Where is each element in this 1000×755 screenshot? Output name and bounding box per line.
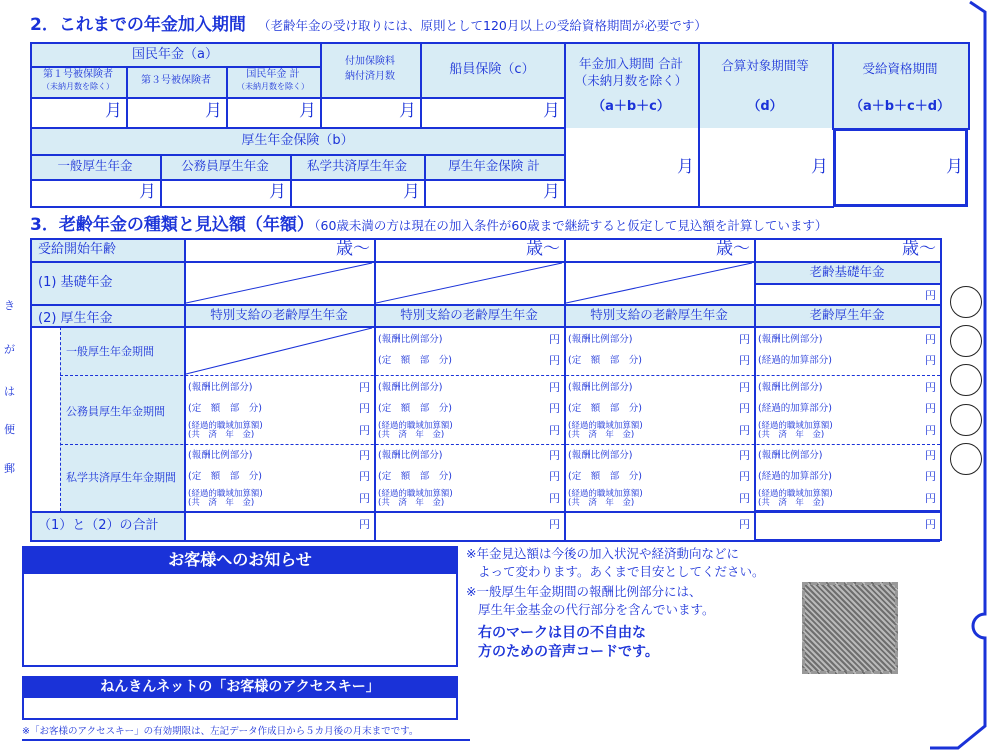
punch-hole-icon — [950, 325, 982, 357]
yen-unit: 円 — [359, 470, 370, 483]
keika-label: (経過的職域加算額) — [188, 489, 263, 499]
amount-row-label: (報酬比例部分) — [378, 450, 443, 461]
amount-row-label: (報酬比例部分) — [568, 334, 633, 345]
kyosai-label: (共 済 年 金) — [758, 498, 825, 508]
keika-label: (経過的職域加算額) — [188, 421, 263, 431]
yen-unit: 円 — [739, 381, 750, 394]
kyosai-label: (共 済 年 金) — [568, 430, 635, 440]
kyosai-label: (共 済 年 金) — [758, 430, 825, 440]
total-label: （1）と（2）の合計 — [38, 518, 159, 533]
keika-label: (経過的職域加算額) — [568, 489, 643, 499]
amount-row-label: (報酬比例部分) — [758, 334, 823, 345]
yen-unit: 円 — [549, 381, 560, 394]
start-age-label: 受給開始年齢 — [38, 242, 117, 257]
yen-unit: 円 — [549, 518, 560, 531]
amount-row-label: (報酬比例部分) — [568, 382, 633, 393]
amount-row-label: (経過的加算部分) — [758, 355, 832, 366]
keika-label: (経過的職域加算額) — [758, 421, 833, 431]
amount-row-label: (報酬比例部分) — [758, 450, 823, 461]
yen-unit: 円 — [549, 354, 560, 367]
punch-hole-icon — [950, 443, 982, 475]
amount-row-label: (定 額 部 分) — [378, 403, 452, 414]
side-label-char: 便 — [4, 423, 15, 436]
yen-unit: 円 — [549, 492, 560, 505]
amount-row-label: (定 額 部 分) — [378, 471, 452, 482]
yen-unit: 円 — [359, 449, 370, 462]
side-label-char: き — [4, 299, 15, 312]
kosei-header: 厚生年金保険（b） — [241, 133, 354, 148]
yen-unit: 円 — [739, 449, 750, 462]
yen-unit: 円 — [925, 449, 936, 462]
punch-hole-icon — [950, 364, 982, 396]
yen-unit: 円 — [925, 470, 936, 483]
yen-unit: 円 — [739, 354, 750, 367]
keika-label: (経過的職域加算額) — [378, 489, 453, 499]
yen-unit: 円 — [549, 470, 560, 483]
yen-unit: 円 — [359, 402, 370, 415]
yen-unit: 円 — [925, 492, 936, 505]
punch-hole-icon — [950, 404, 982, 436]
side-label-char: が — [4, 343, 15, 356]
amount-row-label: (経過的加算部分) — [758, 471, 832, 482]
yen-unit: 円 — [739, 470, 750, 483]
yen-unit: 円 — [925, 402, 936, 415]
amount-row-label: (定 額 部 分) — [568, 471, 642, 482]
yen-unit: 円 — [549, 449, 560, 462]
yen-unit: 円 — [359, 381, 370, 394]
yen-unit: 円 — [739, 492, 750, 505]
side-label-char: 郵 — [4, 462, 15, 475]
amount-row-label: (報酬比例部分) — [378, 334, 443, 345]
side-label-char: は — [4, 385, 15, 398]
yen-unit: 円 — [359, 518, 370, 531]
yen-unit: 円 — [925, 518, 936, 531]
kyosai-label: (共 済 年 金) — [378, 430, 445, 440]
amount-row-label: (定 額 部 分) — [188, 403, 262, 414]
access-key-footnote: ※「お客様のアクセスキー」の有効期限は、左記データ作成日から５カ月後の月末までです。 — [22, 726, 419, 737]
keika-label: (経過的職域加算額) — [568, 421, 643, 431]
keika-label: (経過的職域加算額) — [758, 489, 833, 499]
yen-unit: 円 — [549, 424, 560, 437]
amount-row-label: (定 額 部 分) — [188, 471, 262, 482]
yen-unit: 円 — [925, 333, 936, 346]
kyosai-label: (共 済 年 金) — [188, 430, 255, 440]
amount-row-label: (報酬比例部分) — [188, 382, 253, 393]
amount-row-label: (経過的加算部分) — [758, 403, 832, 414]
yen-unit: 円 — [925, 354, 936, 367]
amount-row-label: (定 額 部 分) — [568, 355, 642, 366]
yen-unit: 円 — [549, 333, 560, 346]
amount-row-label: (定 額 部 分) — [568, 403, 642, 414]
section3-note: （60歳未満の方は現在の加入条件が60歳まで継続すると仮定して見込額を計算しています） — [308, 218, 828, 233]
kiso-label: (1) 基礎年金 — [38, 275, 113, 290]
yen-unit: 円 — [925, 424, 936, 437]
kyosai-label: (共 済 年 金) — [378, 498, 445, 508]
kokumin-header: 国民年金（a） — [132, 47, 218, 62]
notice-title: お客様へのお知らせ — [168, 550, 312, 569]
yen-unit: 円 — [739, 518, 750, 531]
yen-unit: 円 — [925, 381, 936, 394]
amount-row-label: (定 額 部 分) — [378, 355, 452, 366]
yen-unit: 円 — [549, 402, 560, 415]
section2-note: （老齢年金の受け取りには、原則として120月以上の受給資格期間が必要です） — [258, 18, 707, 33]
punch-hole-icon — [950, 286, 982, 318]
yen-unit: 円 — [739, 402, 750, 415]
keika-label: (経過的職域加算額) — [378, 421, 453, 431]
yen-unit: 円 — [739, 424, 750, 437]
yen-unit: 円 — [359, 492, 370, 505]
section3-title: 3．老齢年金の種類と見込額（年額） — [30, 215, 314, 235]
amount-row-label: (報酬比例部分) — [568, 450, 633, 461]
amount-row-label: (報酬比例部分) — [758, 382, 823, 393]
section2-title: 2．これまでの年金加入期間 — [30, 15, 246, 35]
amount-row-label: (報酬比例部分) — [188, 450, 253, 461]
kyosai-label: (共 済 年 金) — [568, 498, 635, 508]
yen-unit: 円 — [359, 424, 370, 437]
amount-row-label: (報酬比例部分) — [378, 382, 443, 393]
senin-header: 船員保険（c） — [449, 62, 535, 77]
kosei-label: (2) 厚生年金 — [38, 311, 113, 326]
yen-unit: 円 — [739, 333, 750, 346]
kyosai-label: (共 済 年 金) — [188, 498, 255, 508]
